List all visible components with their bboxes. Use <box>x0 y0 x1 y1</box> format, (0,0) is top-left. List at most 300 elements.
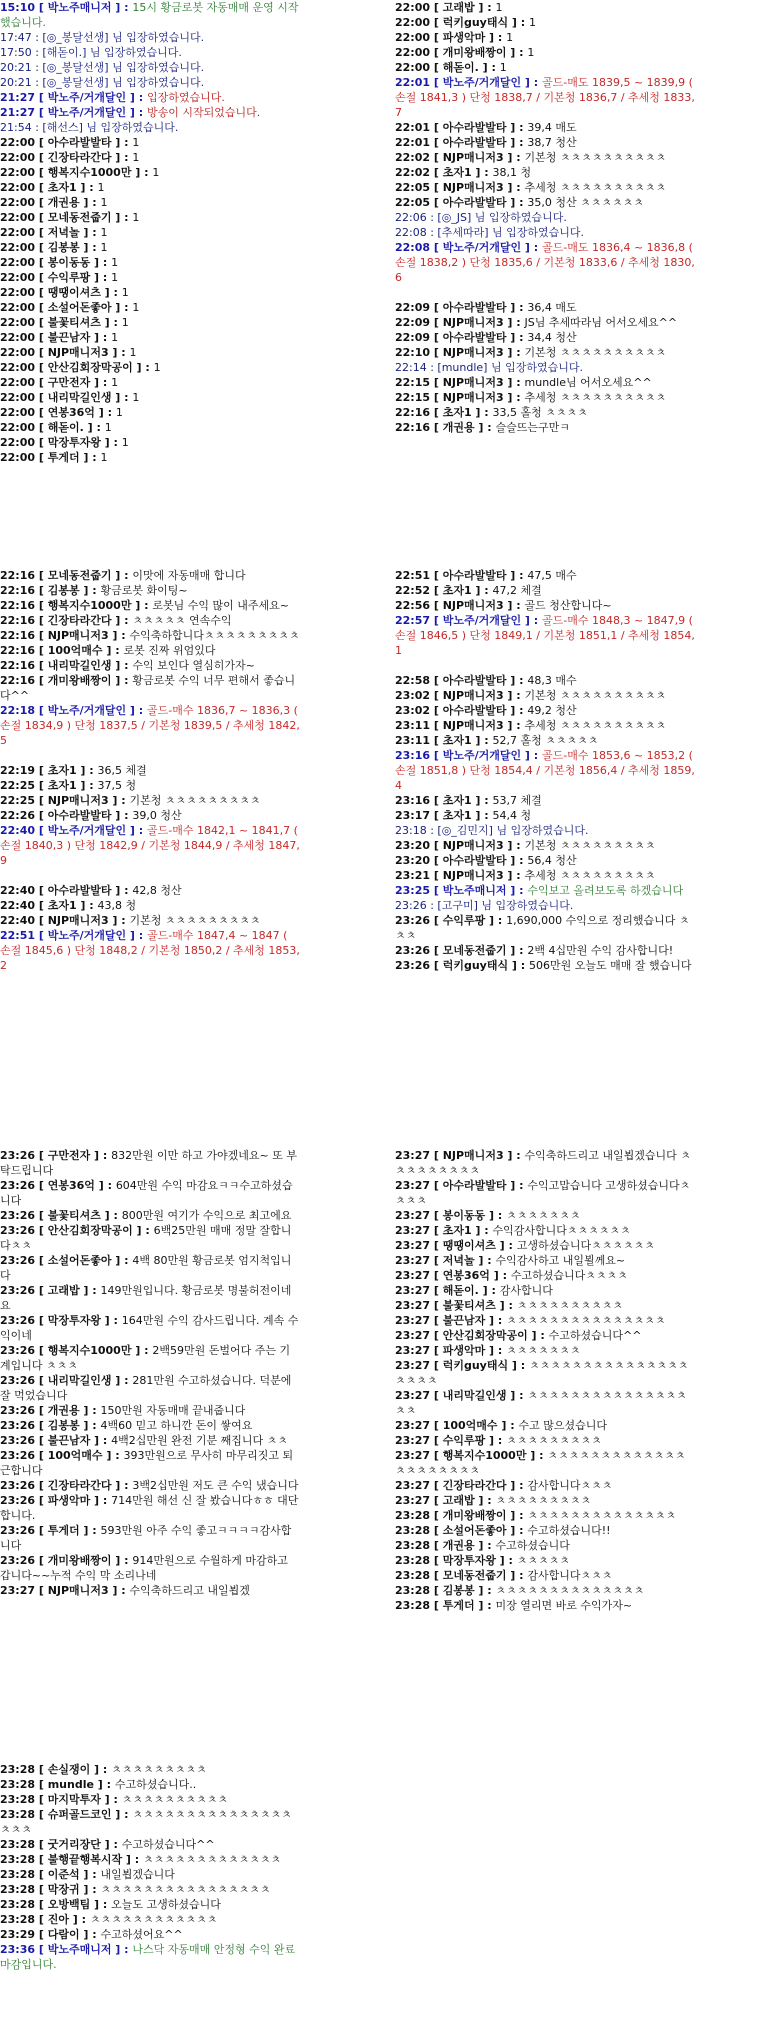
message-text: 1 <box>132 136 140 149</box>
blank-line <box>395 658 695 673</box>
chat-message <box>0 285 300 300</box>
chat-message <box>0 1852 300 1867</box>
message-time: 22:25 <box>0 794 39 807</box>
message-author: [ NJP매니저3 ] : <box>433 599 525 612</box>
message-author: [ 김봉봉 ] : <box>38 584 101 597</box>
chat-message <box>395 1538 695 1553</box>
message-author: [ NJP매니저3 ] : <box>433 391 525 404</box>
message-author: [ 저녁놀 ] : <box>38 226 101 239</box>
message-author: [ 고래밥 ] : <box>433 1 496 14</box>
message-author: [ 개권용 ] : <box>38 196 101 209</box>
message-author: [ 막장귀 ] : <box>38 1883 101 1896</box>
message-text: 수고하셨습니다!! <box>527 1524 611 1537</box>
chat-message <box>395 613 695 658</box>
message-time: 22:19 <box>0 764 39 777</box>
message-text: 150만원 자동매매 끝내줍니다 <box>100 1404 246 1417</box>
message-text: 수익고맙습니다 고생하셨습니다ㅊㅊㅊㅊ <box>395 1179 691 1207</box>
message-time: 22:00 <box>0 136 39 149</box>
message-time: 23:28 <box>0 1913 39 1926</box>
message-author: [ 박노주/거개달인 ] : <box>38 91 148 104</box>
message-author: [ 아수라발발타 ] : <box>433 331 528 344</box>
message-author: [ 박노주/거개달인 ] : <box>433 749 543 762</box>
message-time: 22:00 <box>0 181 39 194</box>
chat-message <box>395 1478 695 1493</box>
message-time: 23:02 <box>395 689 434 702</box>
message-author: [ NJP매니저3 ] : <box>433 1149 525 1162</box>
chat-message <box>0 583 300 598</box>
message-time: 22:09 <box>395 301 434 314</box>
chat-message <box>0 1373 300 1403</box>
message-author: [ 다람이 ] : <box>38 1928 101 1941</box>
chat-message <box>0 1583 300 1598</box>
chat-message <box>0 673 300 703</box>
message-time: 23:28 <box>0 1898 39 1911</box>
chat-message <box>0 703 300 748</box>
message-text: 방송이 시작되었습니다. <box>147 106 261 119</box>
message-text: [추세따라] 님 입장하였습니다. <box>437 226 584 239</box>
message-text: 1 <box>121 286 129 299</box>
message-author: [ 오방백팀 ] : <box>38 1898 112 1911</box>
chat-message <box>395 733 695 748</box>
message-author: [ 개권용 ] : <box>433 1539 496 1552</box>
chat-message <box>0 1148 300 1178</box>
chat-message <box>395 1208 695 1223</box>
message-time: 23:28 <box>395 1569 434 1582</box>
message-text: 골드-매도 1839,5 ~ 1839,9 ( 손절 1841,3 ) 단청 1838,7 / 기본청 1836,7 / 추세청 1833,7 <box>395 76 695 119</box>
message-author: [ 개권용 ] : <box>433 421 496 434</box>
message-author: [ 불끈남자 ] : <box>38 331 112 344</box>
message-author: [ 모네동전줍기 ] : <box>433 944 528 957</box>
chat-message <box>0 1762 300 1777</box>
chat-message <box>0 613 300 628</box>
message-text: 골드 청산합니다~ <box>524 599 612 612</box>
message-text: 1,690,000 수익으로 정리했습니다 ㅊㅊㅊ <box>395 914 690 942</box>
chat-message <box>0 823 300 868</box>
chat-message <box>0 90 300 105</box>
message-text: [해돋이.] 님 입장하였습니다. <box>42 46 182 59</box>
message-text: 1 <box>100 226 108 239</box>
message-author: [ 해돋이. ] : <box>433 1284 500 1297</box>
chat-message <box>395 120 695 135</box>
message-time: 22:01 <box>395 136 434 149</box>
message-time: 23:26 <box>0 1404 39 1417</box>
message-text: [◎_김민지] 님 입장하였습니다. <box>437 824 589 837</box>
message-time: 23:20 <box>395 839 434 852</box>
message-time: 22:09 <box>395 331 434 344</box>
message-author: [ 안산김회장막공이 ] : <box>38 1224 154 1237</box>
chat-message <box>0 1807 300 1837</box>
message-time: 22:40 <box>0 899 39 912</box>
message-author: [ 아수라발발타 ] : <box>433 136 528 149</box>
message-text: 1 <box>506 31 514 44</box>
message-text: 36,5 체결 <box>97 764 147 777</box>
message-time: 23:21 <box>395 869 434 882</box>
message-time: 23:27 <box>395 1389 434 1402</box>
message-author: [ 소설어돈좋아 ] : <box>433 1524 528 1537</box>
chat-panel-7 <box>0 1762 300 2012</box>
message-text: 1 <box>100 196 108 209</box>
chat-message <box>395 943 695 958</box>
message-author: [ NJP매니저3 ] : <box>38 794 130 807</box>
message-text: 34,4 청산 <box>527 331 577 344</box>
chat-message <box>0 1792 300 1807</box>
message-text: 기본청 ㅊㅊㅊㅊㅊㅊㅊㅊㅊ <box>129 914 261 927</box>
message-time: 23:26 <box>0 1434 39 1447</box>
message-time: 23:26 <box>0 1344 39 1357</box>
message-time: 22:00 <box>0 331 39 344</box>
message-text: 수익보고 올려보도록 하겠습니다 <box>527 884 684 897</box>
message-author: [ 아수라발발타 ] : <box>433 301 528 314</box>
message-text: 3백2십만원 저도 큰 수익 냈습니다 <box>132 1479 299 1492</box>
chat-message <box>0 1208 300 1223</box>
message-text: [해선스] 님 입장하였습니다. <box>42 121 179 134</box>
chat-message <box>0 135 300 150</box>
chat-message <box>0 598 300 613</box>
message-text: 48,3 매수 <box>527 674 577 687</box>
message-time: 23:28 <box>395 1524 434 1537</box>
message-time: 23:28 <box>0 1763 39 1776</box>
message-time: 23:26 <box>0 1479 39 1492</box>
message-text: 수고하셨습니다ㅊㅊㅊㅊ <box>510 1269 628 1282</box>
message-time: 22:02 <box>395 166 434 179</box>
message-author: [ 안산김회장막공이 ] : <box>38 361 154 374</box>
message-text: 1 <box>499 61 507 74</box>
message-author: [ 해돋이. ] : <box>38 421 105 434</box>
message-time: 22:51 <box>0 929 39 942</box>
chat-message <box>0 1553 300 1583</box>
message-time: 22:16 <box>0 614 39 627</box>
message-time: 23:27 <box>395 1284 434 1297</box>
chat-message <box>0 1912 300 1927</box>
message-author: [ 100억매수 ] : <box>433 1419 519 1432</box>
message-text: 감사합니다ㅊㅊㅊ <box>527 1479 613 1492</box>
chat-message <box>395 598 695 613</box>
chat-message <box>395 405 695 420</box>
message-text: 1 <box>97 181 105 194</box>
message-time: 23:28 <box>0 1793 39 1806</box>
chat-message <box>0 808 300 823</box>
message-author: [ 땡땡이셔츠 ] : <box>38 286 122 299</box>
chat-message <box>395 240 695 285</box>
message-text: 393만원으로 무사히 마무리짓고 퇴근합니다 <box>0 1449 294 1477</box>
message-time: 23:27 <box>0 1584 39 1597</box>
chat-message <box>395 75 695 120</box>
message-author: [ 진아 ] : <box>38 1913 90 1926</box>
message-text: 입장하였습니다. <box>147 91 225 104</box>
message-text: 1 <box>111 331 119 344</box>
message-time: 22:01 <box>395 121 434 134</box>
chat-message <box>395 1148 695 1178</box>
message-text: 4백60 믿고 하니깐 돈이 쌓여요 <box>100 1419 253 1432</box>
chat-message <box>395 1418 695 1433</box>
chat-message <box>0 195 300 210</box>
message-text: [mundle] 님 입장하였습니다. <box>437 361 583 374</box>
message-author: [ 김봉봉 ] : <box>38 241 101 254</box>
chat-message <box>395 345 695 360</box>
message-author: [ 초자1 ] : <box>433 166 493 179</box>
chat-message <box>0 315 300 330</box>
message-author: [ 불끈남자 ] : <box>433 1314 507 1327</box>
chat-message <box>0 793 300 808</box>
message-time: 23:27 <box>395 1209 434 1222</box>
chat-message <box>395 1283 695 1298</box>
message-author: [ 개미왕배짱이 ] : <box>38 1554 133 1567</box>
message-time: 23:29 <box>0 1928 39 1941</box>
message-text: 1 <box>132 211 140 224</box>
message-text: 1 <box>121 436 129 449</box>
chat-message <box>0 1343 300 1373</box>
message-time: 23:26 <box>395 959 434 972</box>
message-time: 22:16 <box>0 644 39 657</box>
message-time: 22:00 <box>0 436 39 449</box>
chat-message <box>0 105 300 120</box>
message-text: 기본청 ㅊㅊㅊㅊㅊㅊㅊㅊㅊㅊ <box>524 689 667 702</box>
message-time: 23:20 <box>395 854 434 867</box>
message-text: 기본청 ㅊㅊㅊㅊㅊㅊㅊㅊㅊ <box>129 794 261 807</box>
message-text: ㅊㅊㅊㅊㅊㅊㅊㅊㅊㅊㅊㅊㅊ <box>143 1853 282 1866</box>
message-time: 20:21 : <box>0 76 43 89</box>
message-text: 수익감사합니다ㅊㅊㅊㅊㅊㅊ <box>492 1224 631 1237</box>
chat-message <box>395 688 695 703</box>
message-author: [ NJP매니저3 ] : <box>433 181 525 194</box>
message-time: 23:26 <box>0 1374 39 1387</box>
message-text: 1 <box>132 391 140 404</box>
message-time: 23:26 <box>0 1224 39 1237</box>
message-text: 감사합니다ㅊㅊㅊ <box>527 1569 613 1582</box>
message-time: 22:16 <box>0 674 39 687</box>
message-author: [ 럭키guy태식 ] : <box>433 1359 529 1372</box>
message-text: 수고하셨습니다^^ <box>548 1329 642 1342</box>
message-author: [ NJP매니저3 ] : <box>38 629 130 642</box>
message-author: [ 아수라발발타 ] : <box>433 854 528 867</box>
chat-message <box>395 360 695 375</box>
message-time: 23:27 <box>395 1359 434 1372</box>
message-time: 22:00 <box>0 406 39 419</box>
message-author: [ 박노주/거개달인 ] : <box>38 106 148 119</box>
message-text: 1 <box>100 451 108 464</box>
chat-message <box>395 1583 695 1598</box>
chat-message <box>395 300 695 315</box>
message-time: 22:16 <box>395 421 434 434</box>
message-text: 1 <box>104 421 112 434</box>
message-author: [ 김봉봉 ] : <box>38 1419 101 1432</box>
message-author: [ 초자1 ] : <box>38 899 98 912</box>
message-author: [ 저녁놀 ] : <box>433 1254 496 1267</box>
chat-message <box>0 928 300 973</box>
message-time: 23:26 <box>0 1314 39 1327</box>
message-time: 23:26 <box>395 944 434 957</box>
message-time: 21:54 : <box>0 121 43 134</box>
message-text: 오늘도 고생하셨습니다 <box>111 1898 221 1911</box>
message-time: 22:00 <box>0 166 39 179</box>
message-author: [ 박노주/거개달인 ] : <box>38 824 148 837</box>
message-text: ㅊㅊㅊㅊㅊㅊㅊ <box>506 1209 581 1222</box>
message-time: 22:00 <box>0 211 39 224</box>
message-author: [ 불꽃티셔츠 ] : <box>433 1299 517 1312</box>
message-time: 22:06 : <box>395 211 438 224</box>
message-time: 22:16 <box>0 584 39 597</box>
message-author: [ 아수라발발타 ] : <box>38 809 133 822</box>
chat-message <box>395 853 695 868</box>
message-text: 기본청 ㅊㅊㅊㅊㅊㅊㅊㅊㅊ <box>524 839 656 852</box>
message-author: [ 개미왕배짱이 ] : <box>433 46 528 59</box>
message-time: 23:11 <box>395 719 434 732</box>
message-time: 23:26 <box>0 1284 39 1297</box>
message-text: 황금로봇 수익 너무 편해서 좋습니다^^ <box>0 674 296 702</box>
message-author: [ 아수라발발타 ] : <box>433 674 528 687</box>
message-time: 23:28 <box>395 1584 434 1597</box>
message-text: ㅊㅊㅊㅊㅊㅊㅊㅊㅊㅊㅊㅊㅊㅊㅊㅊㅊ <box>395 1389 687 1417</box>
message-author: [ 모네동전줍기 ] : <box>433 1569 528 1582</box>
message-time: 22:16 <box>0 599 39 612</box>
chat-message <box>395 195 695 210</box>
message-text: ㅊㅊㅊㅊㅊ <box>516 1554 570 1567</box>
message-time: 22:40 <box>0 884 39 897</box>
message-author: [ 파생악마 ] : <box>433 1344 507 1357</box>
message-text: 추세청 ㅊㅊㅊㅊㅊㅊㅊㅊㅊㅊ <box>524 719 667 732</box>
message-text: 수고하셨습니다^^ <box>121 1838 215 1851</box>
message-text: 고생하셨습니다ㅊㅊㅊㅊㅊㅊ <box>516 1239 655 1252</box>
message-text: 골드-매수 1848,3 ~ 1847,9 ( 손절 1846,5 ) 단청 1849,1 / 기본청 1851,1 / 추세청 1854,1 <box>395 614 695 657</box>
message-time: 22:56 <box>395 599 434 612</box>
message-author: [ 봉이동동 ] : <box>38 256 112 269</box>
chat-message <box>395 30 695 45</box>
message-text: mundle님 어서오세요^^ <box>524 376 652 389</box>
message-text: 53,7 체결 <box>492 794 542 807</box>
chat-message <box>0 883 300 898</box>
message-time: 22:18 <box>0 704 39 717</box>
message-text: ㅊㅊㅊㅊㅊㅊㅊㅊㅊ <box>495 1494 592 1507</box>
message-time: 17:50 : <box>0 46 43 59</box>
message-text: ㅊㅊㅊㅊㅊㅊㅊㅊㅊㅊ <box>516 1299 624 1312</box>
chat-message <box>0 1253 300 1283</box>
message-author: [ 투게더 ] : <box>38 1524 101 1537</box>
message-text: 수익 보인다 열심히가자~ <box>132 659 255 672</box>
message-text: 2백 4십만원 수익 감사합니다! <box>527 944 674 957</box>
message-author: [ 박노주/거개달인 ] : <box>433 614 543 627</box>
message-text: 914만원으로 수월하게 마감하고 갑니다~~누적 수익 막 소리나네 <box>0 1554 288 1582</box>
message-time: 23:26 <box>0 1209 39 1222</box>
message-author: [ NJP매니저3 ] : <box>38 346 130 359</box>
chat-message <box>395 1223 695 1238</box>
chat-message <box>0 420 300 435</box>
chat-message <box>395 703 695 718</box>
message-text: ㅊㅊㅊㅊㅊㅊㅊㅊㅊㅊㅊㅊㅊㅊㅊㅊㅊㅊㅊ <box>395 1359 689 1387</box>
chat-message <box>395 583 695 598</box>
message-text: ㅊㅊㅊㅊㅊㅊㅊ <box>506 1344 581 1357</box>
message-author: [ 박노주/거개달인 ] : <box>38 704 148 717</box>
chat-panel-4 <box>395 568 695 1068</box>
message-author: [ mundle ] : <box>38 1778 115 1791</box>
message-author: [ 초자1 ] : <box>433 406 493 419</box>
message-time: 23:27 <box>395 1494 434 1507</box>
chat-message <box>395 1598 695 1613</box>
message-time: 22:52 <box>395 584 434 597</box>
chat-message <box>0 435 300 450</box>
chat-message <box>0 1283 300 1313</box>
message-author: [ 박노주/거개달인 ] : <box>38 929 148 942</box>
message-author: [ 파생악마 ] : <box>38 1494 112 1507</box>
message-text: 149만원입니다. 황금로봇 명불허전이네요 <box>0 1284 292 1312</box>
message-text: 1 <box>529 16 536 29</box>
chat-message <box>0 1223 300 1253</box>
chat-message <box>0 1882 300 1897</box>
message-author: [ 수익루팡 ] : <box>38 271 112 284</box>
chat-message <box>0 1448 300 1478</box>
message-time: 23:27 <box>395 1479 434 1492</box>
message-time: 22:00 <box>395 1 434 14</box>
message-text: 슬슬뜨는구만ㅋ <box>495 421 570 434</box>
message-time: 23:27 <box>395 1239 434 1252</box>
message-text: 39,0 청산 <box>132 809 182 822</box>
chat-message <box>395 390 695 405</box>
message-author: [ 초자1 ] : <box>38 181 98 194</box>
message-text: ㅊㅊㅊㅊㅊㅊㅊㅊㅊㅊㅊㅊㅊㅊㅊㅊㅊㅊ <box>0 1808 292 1836</box>
chat-message <box>0 225 300 240</box>
message-time: 22:00 <box>395 46 434 59</box>
message-author: [ 마지막투자 ] : <box>38 1793 122 1806</box>
chat-message <box>0 1777 300 1792</box>
message-author: [ 내리막길인생 ] : <box>38 391 133 404</box>
chat-message <box>395 823 695 838</box>
message-author: [ 아수라발발타 ] : <box>38 136 133 149</box>
message-author: [ 긴장타라간다 ] : <box>38 614 133 627</box>
chat-message <box>395 1268 695 1283</box>
message-author: [ 손실쟁이 ] : <box>38 1763 112 1776</box>
message-time: 23:26 <box>0 1419 39 1432</box>
chat-message <box>0 913 300 928</box>
message-author: [ 이준석 ] : <box>38 1868 101 1881</box>
message-time: 22:00 <box>0 286 39 299</box>
message-author: [ NJP매니저3 ] : <box>433 689 525 702</box>
message-time: 23:28 <box>0 1838 39 1851</box>
message-text: 수고하셨습니다 <box>495 1539 570 1552</box>
message-text: [고구미] 님 입장하였습니다. <box>437 899 574 912</box>
message-time: 23:28 <box>0 1883 39 1896</box>
chat-message <box>395 748 695 793</box>
message-text: 506만원 오늘도 매매 잘 했습니다 <box>529 959 692 972</box>
message-time: 22:08 : <box>395 226 438 239</box>
message-author: [ 개미왕배짱이 ] : <box>38 674 133 687</box>
blank-line <box>0 868 300 883</box>
message-author: [ NJP매니저3 ] : <box>433 869 525 882</box>
message-author: [ 투게더 ] : <box>433 1599 496 1612</box>
message-time: 22:16 <box>0 659 39 672</box>
chat-message <box>0 1478 300 1493</box>
message-author: [ NJP매니저3 ] : <box>433 839 525 852</box>
message-text: ㅊㅊㅊㅊㅊㅊㅊㅊㅊㅊ <box>121 1793 229 1806</box>
chat-message <box>395 913 695 943</box>
message-text: 15시 황금로봇 자동매매 운영 시작했습니다. <box>0 1 299 29</box>
message-time: 23:26 <box>0 1524 39 1537</box>
message-text: 기본청 ㅊㅊㅊㅊㅊㅊㅊㅊㅊㅊ <box>524 346 667 359</box>
message-text: 39,4 매도 <box>527 121 577 134</box>
chat-message <box>395 180 695 195</box>
message-author: [ 긴장타라간다 ] : <box>38 151 133 164</box>
message-time: 22:57 <box>395 614 434 627</box>
message-text: 593만원 아주 수익 좋고ㅋㅋㅋㅋ감사합니다 <box>0 1524 292 1552</box>
message-author: [ 초자1 ] : <box>433 809 493 822</box>
message-author: [ NJP매니저3 ] : <box>433 316 525 329</box>
chat-message <box>395 60 695 75</box>
chat-panel-6 <box>395 1148 695 1688</box>
chat-message <box>0 568 300 583</box>
message-author: [ NJP매니저3 ] : <box>38 1584 130 1597</box>
message-time: 23:16 <box>395 794 434 807</box>
message-author: [ 긴장타라간다 ] : <box>433 1479 528 1492</box>
message-author: [ 연봉36억 ] : <box>433 1269 511 1282</box>
message-author: [ 초자1 ] : <box>38 779 98 792</box>
